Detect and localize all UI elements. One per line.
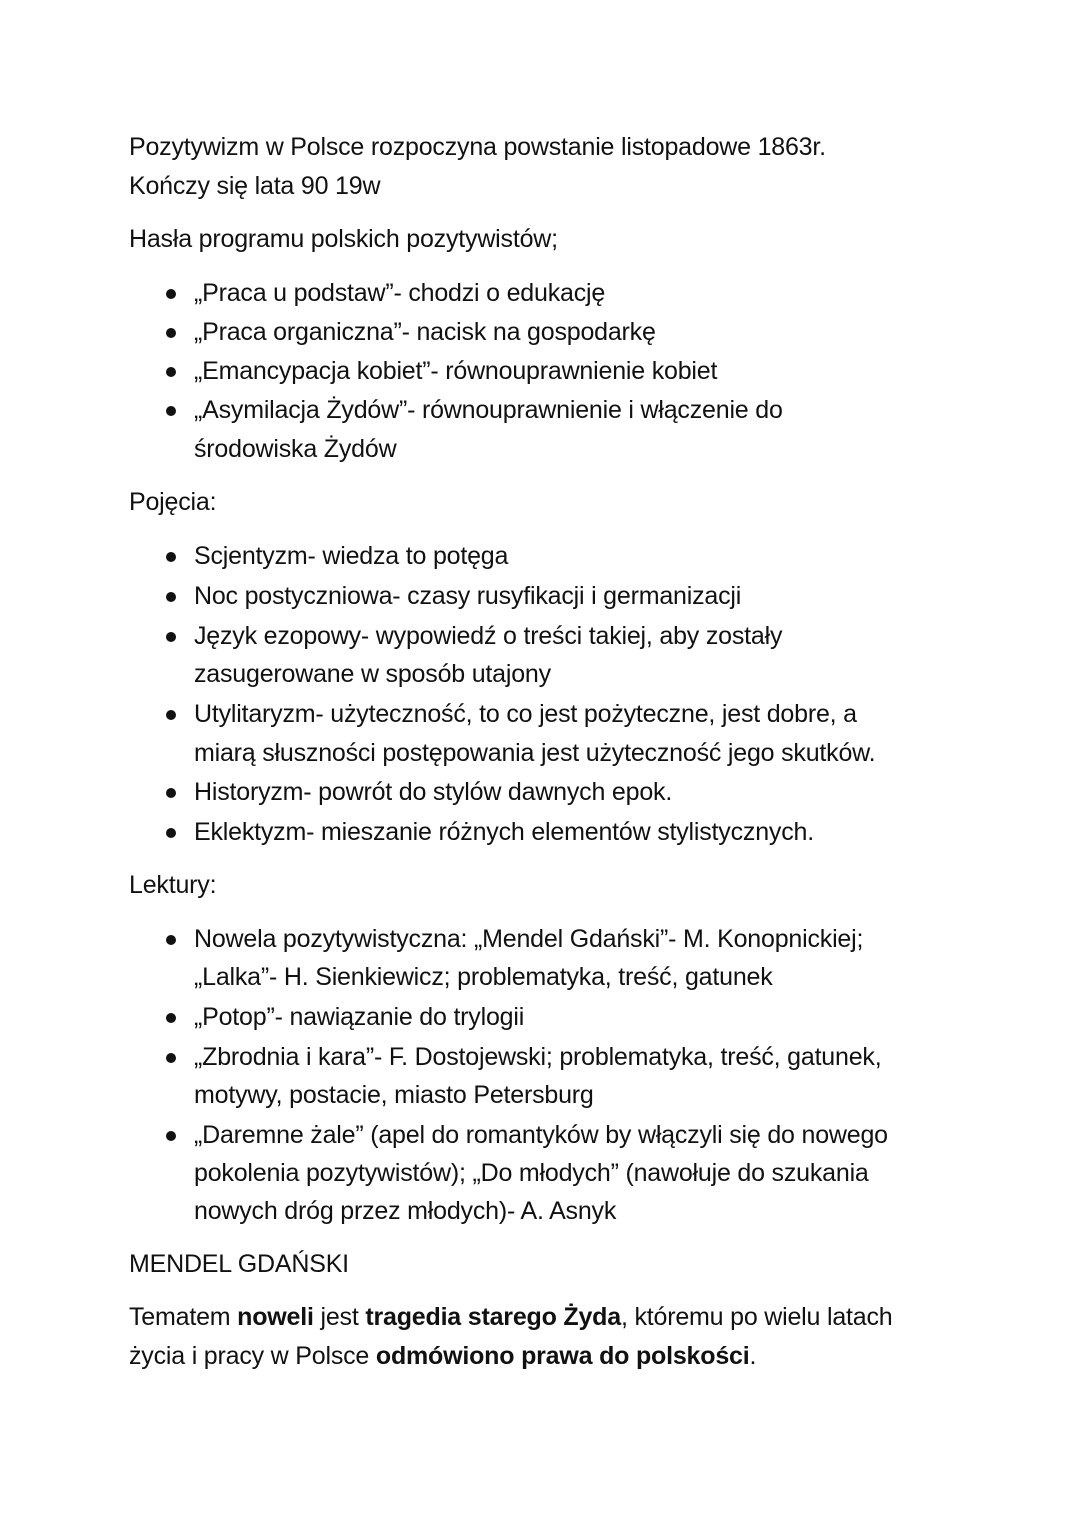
- reading-item-4-line-2: pokolenia pozytywistów); „Do młodych” (nawołuje do szukania: [194, 1159, 869, 1187]
- bullet-icon: [166, 552, 176, 562]
- program-item-4-line-2: środowiska Żydów: [194, 435, 397, 463]
- text-segment: jest: [313, 1303, 366, 1331]
- concepts-heading: Pojęcia:: [129, 488, 217, 516]
- text-segment: .: [749, 1342, 757, 1370]
- reading-item-4-line-3: nowych dróg przez młodych)- A. Asnyk: [194, 1197, 617, 1225]
- bold-segment: odmówiono prawa do polskości: [375, 1342, 750, 1370]
- bullet-icon: [166, 328, 176, 338]
- concept-item-3-line-1: Język ezopowy- wypowiedź o treści takiej, aby zostały: [194, 622, 783, 650]
- text-segment: Tematem: [129, 1303, 238, 1331]
- reading-item-2: „Potop”- nawiązanie do trylogii: [194, 1003, 525, 1031]
- program-item-3: „Emancypacja kobiet”- równouprawnienie kobiet: [194, 357, 718, 385]
- reading-item-1-line-2: „Lalka”- H. Sienkiewicz; problematyka, treść, gatunek: [194, 963, 773, 991]
- mendel-heading: MENDEL GDAŃSKI: [129, 1250, 349, 1278]
- intro-line-1: Pozytywizm w Polsce rozpoczyna powstanie listopadowe 1863r.: [129, 133, 826, 161]
- bullet-icon: [166, 406, 176, 416]
- bullet-icon: [166, 788, 176, 798]
- concept-item-1: Scjentyzm- wiedza to potęga: [194, 542, 509, 570]
- intro-line-2: Kończy się lata 90 19w: [129, 172, 381, 200]
- bullet-icon: [166, 828, 176, 838]
- program-item-4-line-1: „Asymilacja Żydów”- równouprawnienie i włączenie do: [194, 396, 783, 424]
- bullet-icon: [166, 367, 176, 377]
- reading-item-1-line-1: Nowela pozytywistyczna: „Mendel Gdański”- M. Konopnickiej;: [194, 925, 864, 953]
- concept-item-4-line-1: Utylitaryzm- użyteczność, to co jest pożyteczne, jest dobre, a: [194, 700, 857, 728]
- bullet-icon: [166, 710, 176, 720]
- concept-item-6: Eklektyzm- mieszanie różnych elementów stylistycznych.: [194, 818, 814, 846]
- reading-item-3-line-2: motywy, postacie, miasto Petersburg: [194, 1081, 594, 1109]
- text-segment: życia i pracy w Polsce: [129, 1342, 376, 1370]
- bullet-icon: [166, 1053, 176, 1063]
- text-segment: , któremu po wielu latach: [620, 1303, 893, 1331]
- concept-item-5: Historyzm- powrót do stylów dawnych epok.: [194, 778, 673, 806]
- bullet-icon: [166, 935, 176, 945]
- readings-heading: Lektury:: [129, 871, 217, 899]
- program-item-2: „Praca organiczna”- nacisk na gospodarkę: [194, 318, 656, 346]
- program-item-1: „Praca u podstaw”- chodzi o edukację: [194, 279, 606, 307]
- bold-segment: noweli: [237, 1303, 314, 1331]
- program-heading: Hasła programu polskich pozytywistów;: [129, 225, 558, 253]
- bullet-icon: [166, 592, 176, 602]
- bullet-icon: [166, 1013, 176, 1023]
- reading-item-3-line-1: „Zbrodnia i kara”- F. Dostojewski; problematyka, treść, gatunek,: [194, 1043, 882, 1071]
- bullet-icon: [166, 1131, 176, 1141]
- mendel-paragraph-line-2: [129, 1337, 756, 1375]
- bullet-icon: [166, 632, 176, 642]
- reading-item-4-line-1: „Daremne żale” (apel do romantyków by włączyli się do nowego: [194, 1121, 888, 1149]
- bullet-icon: [166, 289, 176, 299]
- concept-item-3-line-2: zasugerowane w sposób utajony: [194, 660, 551, 688]
- concept-item-4-line-2: miarą słuszności postępowania jest użyteczność jego skutków.: [194, 739, 876, 767]
- mendel-paragraph-line-1: [129, 1298, 893, 1336]
- bold-segment: tragedia starego Żyda: [365, 1303, 621, 1331]
- concept-item-2: Noc postyczniowa- czasy rusyfikacji i germanizacji: [194, 582, 742, 610]
